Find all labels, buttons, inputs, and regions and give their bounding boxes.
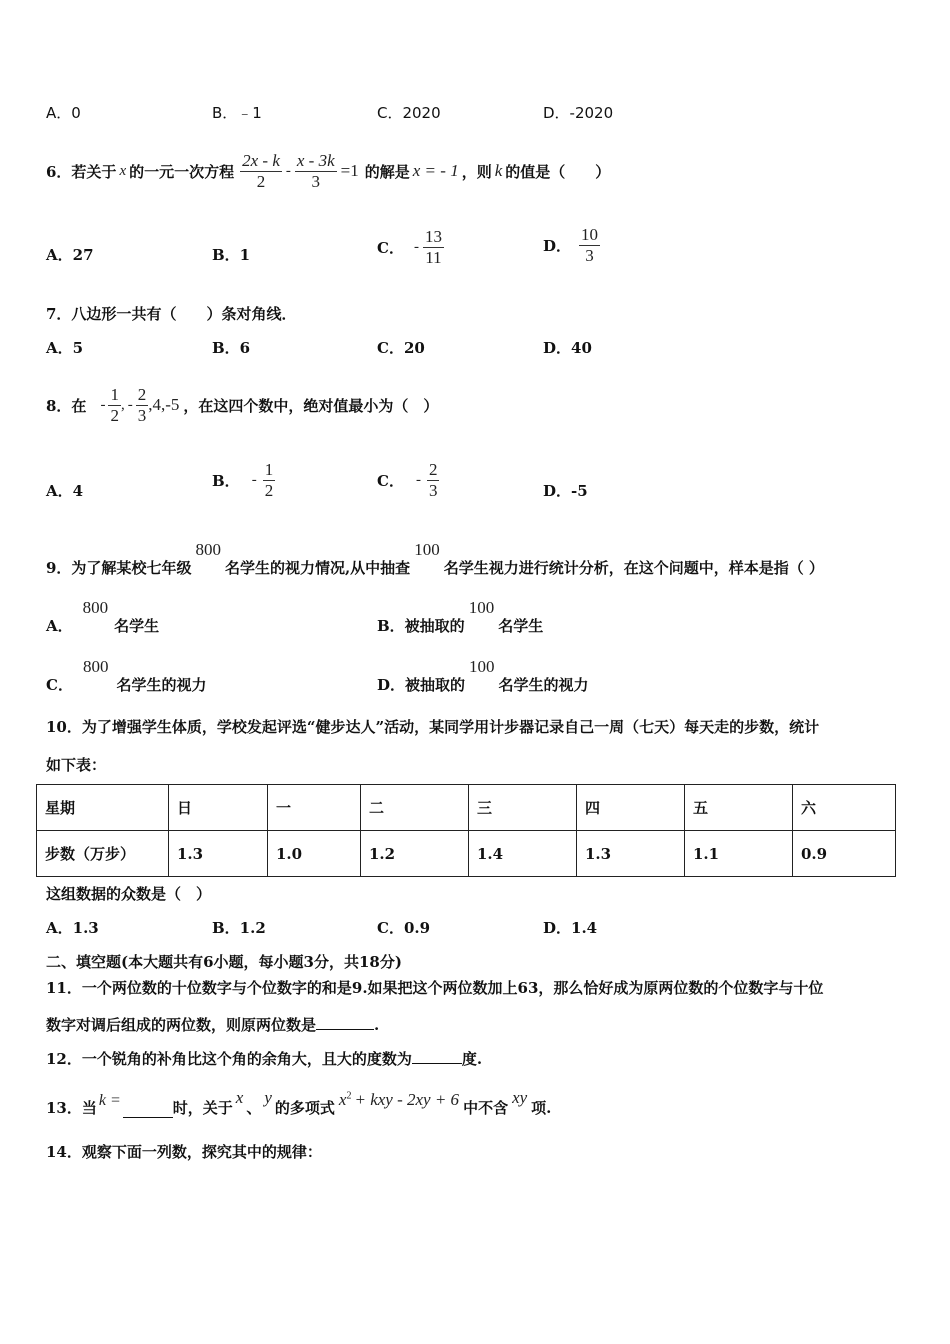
q6-var-x: x [119, 162, 127, 179]
question-8 [46, 370, 438, 440]
q8-rest: ,4,-5 [148, 395, 180, 414]
q9-option-b-num: 100 [468, 598, 495, 617]
q6-then: ，则 [461, 162, 492, 181]
question-10-line-2: 如下表： [46, 756, 107, 774]
question-11-line-2 [46, 1014, 379, 1035]
q6-option-c-sign: - [413, 238, 419, 255]
question-13 [46, 1082, 551, 1118]
q12-end: 度. [461, 1050, 483, 1068]
table-cell: 三 [469, 785, 577, 831]
q13-polynomial: $x^2$ + kxy - 2xy + 6 [338, 1090, 460, 1109]
q6-equals-one: =1 [340, 161, 359, 180]
q9-mid: 名学生的视力情况,从中抽查 [224, 559, 411, 577]
q10-option-a: A．1.3 [46, 919, 99, 937]
q9-option-d-num: 100 [469, 657, 495, 676]
q9-option-d [377, 655, 589, 695]
question-6 [46, 136, 610, 206]
q6-solution-text: 的解是 [364, 162, 410, 181]
q13-mid: 的多项式 [274, 1099, 335, 1117]
q6-var-k: k [494, 161, 503, 180]
question-11-line-1: 11．一个两位数的十位数字与个位数字的和是9.如果把这个两位数加上63，那么恰好成为原两位数的个位数字与十位 [46, 979, 824, 997]
table-cell: 1.0 [268, 831, 361, 877]
q6-option-c-label: C． [377, 238, 404, 257]
q12-answer-blank[interactable] [412, 1049, 462, 1064]
q6-option-d [543, 220, 600, 270]
q13-var-y: y [264, 1088, 272, 1107]
q9-option-a-num: 800 [82, 598, 109, 617]
q6-option-c [377, 222, 444, 272]
question-7: 7．八边形一共有（ ）条对角线． [46, 305, 297, 323]
q13-var-x: x [235, 1088, 244, 1107]
q9-option-d-label: D．被抽取的 [377, 676, 466, 694]
q9-option-a-label: A． [46, 617, 73, 635]
table-cell: 二 [361, 785, 469, 831]
section-2-heading: 二、填空题(本大题共有6小题，每小题3分，共18分) [46, 953, 402, 971]
q6-minus: - [285, 162, 291, 179]
q8-option-b-fraction: $\frac{1}{2}$ [264, 459, 274, 500]
q8-tail: ，在这四个数中，绝对值最小为（ ） [183, 396, 439, 415]
q6-option-a: A．27 [46, 246, 94, 264]
q9-option-b-text: 名学生 [498, 617, 544, 635]
table-cell: 五 [685, 785, 793, 831]
table-row [37, 831, 896, 877]
steps-table [36, 784, 896, 877]
table-cell: 1.1 [685, 831, 793, 877]
q13-sep: 、 [246, 1099, 262, 1117]
q8-n2-fraction: $\frac{2}{3}$ [137, 384, 147, 425]
q11-answer-blank[interactable] [316, 1015, 374, 1030]
table-cell: 日 [169, 785, 268, 831]
q5-option-b: B．﹣1 [212, 104, 262, 122]
q8-n2-sign: - [127, 396, 133, 413]
q9-option-c-text: 名学生的视力 [116, 676, 207, 694]
table-cell: 1.4 [469, 831, 577, 877]
table-cell: 四 [577, 785, 685, 831]
q8-option-c-fraction: $\frac{2}{3}$ [428, 459, 438, 500]
question-14: 14．观察下面一列数，探究其中的规律： [46, 1143, 322, 1161]
q8-n1-sign: - [100, 396, 106, 413]
q6-option-b: B．1 [212, 246, 251, 264]
q8-option-d: D．-5 [543, 482, 588, 500]
q5-option-c: C．2020 [377, 104, 441, 122]
q8-option-b-label: B． [212, 471, 240, 490]
q5-option-d: D．-2020 [543, 104, 614, 122]
table-cell: 步数（万步） [37, 831, 169, 877]
table-cell: 1.2 [361, 831, 469, 877]
q6-option-c-fraction: $\frac{13}{11}$ [424, 226, 442, 267]
q9-option-c-label: C． [46, 676, 73, 694]
q9-tail: 名学生视力进行统计分析，在这个问题中，样本是指（ ） [443, 559, 824, 577]
q10-option-b: B．1.2 [212, 919, 266, 937]
question-9 [46, 538, 824, 578]
q8-option-c-sign: - [415, 471, 421, 488]
q13-prefix: 13．当 [46, 1099, 97, 1117]
q9-option-a [46, 596, 159, 636]
q13-k-expr: k = [98, 1092, 121, 1109]
q13-tail: 项. [531, 1099, 552, 1117]
q9-option-b-label: B．被抽取的 [377, 617, 465, 635]
q7-option-a: A．5 [46, 339, 84, 357]
table-cell: 一 [268, 785, 361, 831]
q12-text: 12．一个锐角的补角比这个角的余角大，且大的度数为 [46, 1050, 412, 1068]
q8-n1-fraction: $\frac{1}{2}$ [110, 384, 119, 425]
q9-n100: 100 [414, 540, 440, 559]
q10-question: 这组数据的众数是（ ） [46, 885, 212, 903]
q8-option-a: A．4 [46, 482, 84, 500]
q13-answer-blank[interactable] [123, 1103, 173, 1118]
q9-option-c [46, 655, 206, 695]
q6-option-d-fraction: $\frac{10}{3}$ [581, 224, 599, 265]
table-cell: 1.3 [577, 831, 685, 877]
q6-solution-expr: x = - 1 [412, 161, 459, 180]
q13-after-blank: 时，关于 [172, 1099, 233, 1117]
q8-option-b [212, 455, 275, 505]
q8-option-c [377, 455, 439, 505]
q6-equation [240, 151, 359, 192]
q6-tail: 的值是（ ） [505, 162, 611, 181]
q9-prefix: 9．为了解某校七年级 [46, 559, 192, 577]
q8-number-list [100, 385, 179, 426]
q6-prefix: 6．若关于 [46, 162, 117, 181]
question-12 [46, 1048, 482, 1069]
q6-fraction-2: $\frac{x - 3k}{3}$ [296, 150, 335, 191]
q9-option-b [377, 596, 543, 636]
q11-text: 数字对调后组成的两位数，则原两位数是 [46, 1016, 317, 1034]
q7-option-c: C．20 [377, 339, 425, 357]
q8-prefix: 8．在 [46, 396, 87, 415]
q11-end: . [374, 1016, 380, 1034]
q7-option-b: B．6 [212, 339, 251, 357]
q9-option-a-text: 名学生 [114, 617, 160, 635]
q9-option-c-num: 800 [82, 657, 109, 676]
question-10-line-1: 10．为了增强学生体质，学校发起评选“健步达人”活动，某同学用计步器记录自己一周（七天）每天走的步数，统计 [46, 718, 820, 736]
q9-n800: 800 [195, 540, 221, 559]
q8-option-b-sign: - [251, 471, 257, 488]
q6-mid: 的一元一次方程 [129, 162, 235, 181]
q6-fraction-1: $\frac{2x - k}{2}$ [242, 150, 280, 191]
table-cell: 六 [793, 785, 896, 831]
q5-option-a: A．0 [46, 104, 81, 122]
q13-not-contain: 中不含 [463, 1099, 509, 1117]
q13-var-xy: xy [512, 1088, 528, 1107]
q10-option-d: D．1.4 [543, 919, 598, 937]
q6-option-d-label: D． [543, 236, 572, 255]
q8-option-c-label: C． [377, 471, 404, 490]
q7-option-d: D．40 [543, 339, 592, 357]
table-cell: 星期 [37, 785, 169, 831]
table-cell: 1.3 [169, 831, 268, 877]
table-header-row [37, 785, 896, 831]
q8-sep: , [120, 396, 125, 413]
table-cell: 0.9 [793, 831, 896, 877]
q9-option-d-text: 名学生的视力 [498, 676, 589, 694]
q10-option-c: C．0.9 [377, 919, 431, 937]
